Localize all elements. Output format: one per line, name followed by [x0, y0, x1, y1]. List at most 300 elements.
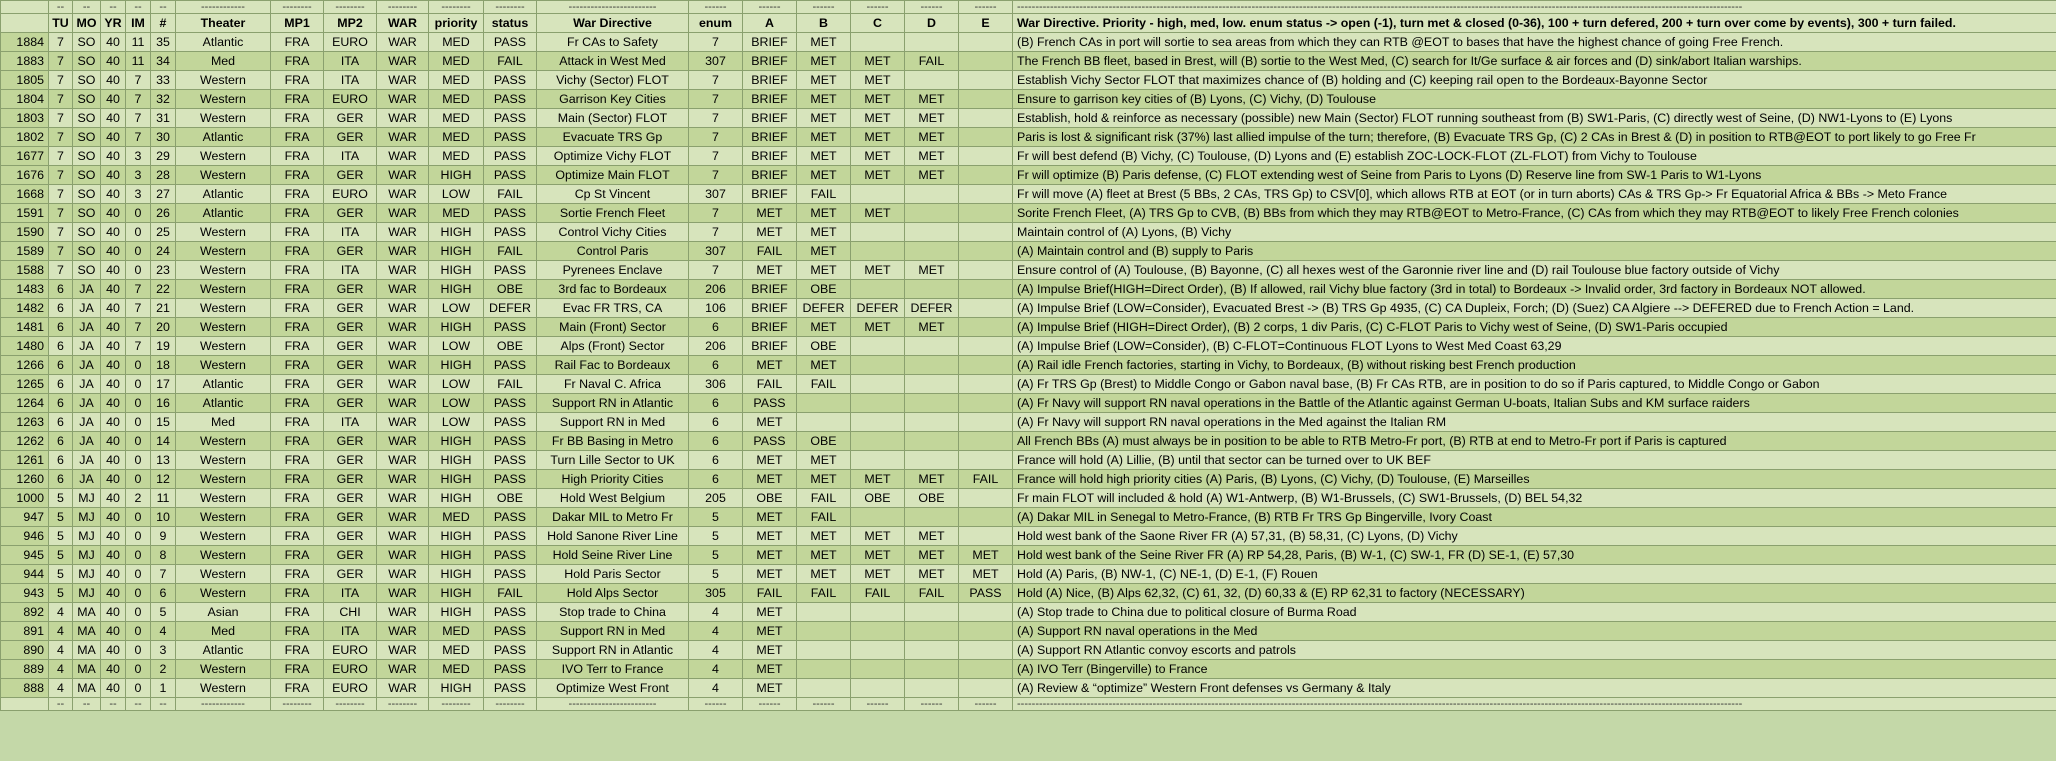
- cell[interactable]: MET: [851, 527, 905, 546]
- cell[interactable]: 40: [101, 451, 126, 470]
- cell[interactable]: 3: [126, 147, 151, 166]
- cell[interactable]: 40: [101, 527, 126, 546]
- cell[interactable]: JA: [73, 432, 101, 451]
- cell[interactable]: FRA: [271, 109, 324, 128]
- cell[interactable]: [959, 527, 1013, 546]
- cell[interactable]: [959, 147, 1013, 166]
- cell[interactable]: HIGH: [429, 318, 484, 337]
- cell[interactable]: MED: [429, 33, 484, 52]
- cell[interactable]: Fr Naval C. Africa: [537, 375, 689, 394]
- cell[interactable]: SO: [73, 128, 101, 147]
- cell[interactable]: ------: [959, 1, 1013, 14]
- cell[interactable]: IVO Terr to France: [537, 660, 689, 679]
- cell[interactable]: [905, 679, 959, 698]
- cell[interactable]: --------: [484, 698, 537, 711]
- cell[interactable]: EURO: [324, 33, 377, 52]
- cell[interactable]: SO: [73, 261, 101, 280]
- cell[interactable]: MET: [905, 546, 959, 565]
- cell[interactable]: FAIL: [851, 584, 905, 603]
- cell[interactable]: [905, 451, 959, 470]
- cell[interactable]: FRA: [271, 394, 324, 413]
- cell[interactable]: 6: [689, 413, 743, 432]
- cell[interactable]: MED: [429, 204, 484, 223]
- cell[interactable]: 0: [126, 603, 151, 622]
- cell[interactable]: Hold Seine River Line: [537, 546, 689, 565]
- cell[interactable]: MET: [905, 527, 959, 546]
- cell[interactable]: 4: [49, 679, 73, 698]
- cell[interactable]: --: [73, 698, 101, 711]
- cell[interactable]: 7: [49, 147, 73, 166]
- cell[interactable]: [959, 261, 1013, 280]
- cell[interactable]: FAIL: [484, 584, 537, 603]
- cell[interactable]: France will hold (A) Lillie, (B) until that sector can be turned over to UK BEF: [1013, 451, 2056, 470]
- cell[interactable]: MO: [73, 14, 101, 33]
- cell[interactable]: PASS: [484, 166, 537, 185]
- cell[interactable]: War Directive: [537, 14, 689, 33]
- cell[interactable]: 1803: [1, 109, 49, 128]
- cell[interactable]: 40: [101, 147, 126, 166]
- cell[interactable]: ITA: [324, 584, 377, 603]
- cell[interactable]: MET: [851, 128, 905, 147]
- cell[interactable]: 6: [689, 470, 743, 489]
- cell[interactable]: Fr main FLOT will included & hold (A) W1-Antwerp, (B) W1-Brussels, (C) SW1-Brussels, (D) BEL 54,32: [1013, 489, 2056, 508]
- cell[interactable]: 6: [689, 394, 743, 413]
- cell[interactable]: [851, 413, 905, 432]
- cell[interactable]: [959, 413, 1013, 432]
- cell[interactable]: 40: [101, 299, 126, 318]
- cell[interactable]: [905, 280, 959, 299]
- cell[interactable]: MET: [797, 527, 851, 546]
- cell[interactable]: WAR: [377, 546, 429, 565]
- cell[interactable]: WAR: [377, 679, 429, 698]
- cell[interactable]: SO: [73, 185, 101, 204]
- cell[interactable]: 1805: [1, 71, 49, 90]
- cell[interactable]: [851, 375, 905, 394]
- cell[interactable]: Med: [176, 52, 271, 71]
- cell[interactable]: FRA: [271, 451, 324, 470]
- cell[interactable]: 40: [101, 337, 126, 356]
- cell[interactable]: HIGH: [429, 565, 484, 584]
- cell[interactable]: FAIL: [797, 375, 851, 394]
- cell[interactable]: [905, 223, 959, 242]
- cell[interactable]: [959, 375, 1013, 394]
- cell[interactable]: 1802: [1, 128, 49, 147]
- cell[interactable]: MED: [429, 147, 484, 166]
- cell[interactable]: 307: [689, 242, 743, 261]
- cell[interactable]: MJ: [73, 584, 101, 603]
- cell[interactable]: 15: [151, 413, 176, 432]
- cell[interactable]: [959, 52, 1013, 71]
- cell[interactable]: JA: [73, 375, 101, 394]
- cell[interactable]: Hold West Belgium: [537, 489, 689, 508]
- cell[interactable]: Western: [176, 432, 271, 451]
- cell[interactable]: 0: [126, 641, 151, 660]
- cell[interactable]: BRIEF: [743, 109, 797, 128]
- cell[interactable]: [851, 33, 905, 52]
- cell[interactable]: 0: [126, 622, 151, 641]
- cell[interactable]: 40: [101, 413, 126, 432]
- cell[interactable]: Alps (Front) Sector: [537, 337, 689, 356]
- cell[interactable]: 2: [151, 660, 176, 679]
- cell[interactable]: 0: [126, 451, 151, 470]
- cell[interactable]: (A) Fr Navy will support RN naval operations in the Battle of the Atlantic against German U-boats, Italian Subs and KM surface raiders: [1013, 394, 2056, 413]
- cell[interactable]: PASS: [484, 394, 537, 413]
- cell[interactable]: MET: [797, 204, 851, 223]
- cell[interactable]: (A) Fr TRS Gp (Brest) to Middle Congo or Gabon naval base, (B) Fr CAs RTB, are in position to do so if Paris captured, to Middle Congo or Gabon: [1013, 375, 2056, 394]
- cell[interactable]: WAR: [377, 166, 429, 185]
- cell[interactable]: 32: [151, 90, 176, 109]
- cell[interactable]: 40: [101, 318, 126, 337]
- cell[interactable]: Support RN in Atlantic: [537, 394, 689, 413]
- cell[interactable]: 6: [49, 432, 73, 451]
- cell[interactable]: BRIEF: [743, 33, 797, 52]
- cell[interactable]: LOW: [429, 375, 484, 394]
- cell[interactable]: 943: [1, 584, 49, 603]
- cell[interactable]: PASS: [484, 603, 537, 622]
- cell[interactable]: 1265: [1, 375, 49, 394]
- cell[interactable]: GER: [324, 432, 377, 451]
- cell[interactable]: [959, 318, 1013, 337]
- cell[interactable]: MET: [851, 109, 905, 128]
- cell[interactable]: GER: [324, 489, 377, 508]
- cell[interactable]: HIGH: [429, 470, 484, 489]
- cell[interactable]: MET: [851, 52, 905, 71]
- cell[interactable]: GER: [324, 280, 377, 299]
- cell[interactable]: GER: [324, 109, 377, 128]
- cell[interactable]: HIGH: [429, 166, 484, 185]
- cell[interactable]: 0: [126, 660, 151, 679]
- cell[interactable]: MET: [743, 413, 797, 432]
- cell[interactable]: 7: [126, 71, 151, 90]
- cell[interactable]: Western: [176, 318, 271, 337]
- cell[interactable]: 891: [1, 622, 49, 641]
- cell[interactable]: MET: [851, 565, 905, 584]
- cell[interactable]: PASS: [743, 432, 797, 451]
- cell[interactable]: MET: [905, 318, 959, 337]
- cell[interactable]: WAR: [377, 432, 429, 451]
- cell[interactable]: High Priority Cities: [537, 470, 689, 489]
- cell[interactable]: DEFER: [851, 299, 905, 318]
- cell[interactable]: Western: [176, 337, 271, 356]
- cell[interactable]: MET: [743, 679, 797, 698]
- cell[interactable]: SO: [73, 52, 101, 71]
- cell[interactable]: [851, 622, 905, 641]
- cell[interactable]: --------: [429, 1, 484, 14]
- cell[interactable]: 1668: [1, 185, 49, 204]
- cell[interactable]: 7: [126, 318, 151, 337]
- cell[interactable]: [851, 242, 905, 261]
- cell[interactable]: [959, 166, 1013, 185]
- cell[interactable]: HIGH: [429, 223, 484, 242]
- cell[interactable]: JA: [73, 394, 101, 413]
- cell[interactable]: GER: [324, 299, 377, 318]
- cell[interactable]: 205: [689, 489, 743, 508]
- cell[interactable]: Atlantic: [176, 394, 271, 413]
- cell[interactable]: GER: [324, 375, 377, 394]
- cell[interactable]: 40: [101, 546, 126, 565]
- cell[interactable]: 7: [689, 261, 743, 280]
- cell[interactable]: 6: [49, 394, 73, 413]
- cell[interactable]: [905, 71, 959, 90]
- cell[interactable]: 1262: [1, 432, 49, 451]
- cell[interactable]: [959, 679, 1013, 698]
- cell[interactable]: FRA: [271, 432, 324, 451]
- cell[interactable]: FAIL: [797, 508, 851, 527]
- cell[interactable]: Sortie French Fleet: [537, 204, 689, 223]
- cell[interactable]: 40: [101, 679, 126, 698]
- cell[interactable]: GER: [324, 451, 377, 470]
- cell[interactable]: --------: [324, 698, 377, 711]
- cell[interactable]: Vichy (Sector) FLOT: [537, 71, 689, 90]
- cell[interactable]: MET: [905, 565, 959, 584]
- cell[interactable]: ------------------------: [537, 1, 689, 14]
- cell[interactable]: 0: [126, 375, 151, 394]
- cell[interactable]: PASS: [484, 71, 537, 90]
- cell[interactable]: [905, 603, 959, 622]
- cell[interactable]: 21: [151, 299, 176, 318]
- cell[interactable]: BRIEF: [743, 318, 797, 337]
- cell[interactable]: Main (Sector) FLOT: [537, 109, 689, 128]
- cell[interactable]: [851, 280, 905, 299]
- cell[interactable]: WAR: [377, 90, 429, 109]
- cell[interactable]: MED: [429, 109, 484, 128]
- cell[interactable]: enum: [689, 14, 743, 33]
- cell[interactable]: 4: [49, 603, 73, 622]
- cell[interactable]: 0: [126, 679, 151, 698]
- cell[interactable]: FRA: [271, 71, 324, 90]
- cell[interactable]: [905, 204, 959, 223]
- cell[interactable]: 14: [151, 432, 176, 451]
- cell[interactable]: 0: [126, 527, 151, 546]
- cell[interactable]: 7: [689, 90, 743, 109]
- cell[interactable]: [797, 394, 851, 413]
- cell[interactable]: WAR: [377, 33, 429, 52]
- cell[interactable]: MET: [797, 470, 851, 489]
- cell[interactable]: Fr will best defend (B) Vichy, (C) Toulouse, (D) Lyons and (E) establish ZOC-LOCK-FLOT (ZL-FLOT) from Vichy to Toulouse: [1013, 147, 2056, 166]
- cell[interactable]: [959, 660, 1013, 679]
- cell[interactable]: GER: [324, 508, 377, 527]
- cell[interactable]: WAR: [377, 204, 429, 223]
- cell[interactable]: 946: [1, 527, 49, 546]
- cell[interactable]: MET: [743, 470, 797, 489]
- cell[interactable]: Atlantic: [176, 641, 271, 660]
- cell[interactable]: [851, 679, 905, 698]
- cell[interactable]: BRIEF: [743, 128, 797, 147]
- cell[interactable]: JA: [73, 337, 101, 356]
- cell[interactable]: FRA: [271, 413, 324, 432]
- cell[interactable]: OBE: [743, 489, 797, 508]
- cell[interactable]: Western: [176, 90, 271, 109]
- cell[interactable]: 1480: [1, 337, 49, 356]
- cell[interactable]: PASS: [484, 451, 537, 470]
- cell[interactable]: (A) Dakar MIL in Senegal to Metro-France, (B) RTB Fr TRS Gp Bingerville, Ivory Coast: [1013, 508, 2056, 527]
- cell[interactable]: Hold west bank of the Seine River FR (A) RP 54,28, Paris, (B) W-1, (C) SW-1, FR (D) SE-1, (E) 57,30: [1013, 546, 2056, 565]
- cell[interactable]: MED: [429, 622, 484, 641]
- cell[interactable]: MET: [797, 223, 851, 242]
- cell[interactable]: [959, 622, 1013, 641]
- cell[interactable]: FAIL: [484, 52, 537, 71]
- cell[interactable]: GER: [324, 470, 377, 489]
- cell[interactable]: MED: [429, 71, 484, 90]
- cell[interactable]: FRA: [271, 90, 324, 109]
- cell[interactable]: Western: [176, 223, 271, 242]
- cell[interactable]: MET: [743, 641, 797, 660]
- cell[interactable]: D: [905, 14, 959, 33]
- cell[interactable]: 40: [101, 584, 126, 603]
- cell[interactable]: PASS: [484, 356, 537, 375]
- cell[interactable]: status: [484, 14, 537, 33]
- cell[interactable]: FRA: [271, 527, 324, 546]
- cell[interactable]: 4: [689, 641, 743, 660]
- cell[interactable]: MET: [743, 204, 797, 223]
- cell[interactable]: MED: [429, 52, 484, 71]
- cell[interactable]: 40: [101, 375, 126, 394]
- cell[interactable]: MA: [73, 679, 101, 698]
- cell[interactable]: GER: [324, 546, 377, 565]
- cell[interactable]: ------: [797, 1, 851, 14]
- cell[interactable]: ------------: [176, 1, 271, 14]
- cell[interactable]: 6: [49, 337, 73, 356]
- cell[interactable]: 1884: [1, 33, 49, 52]
- cell[interactable]: 0: [126, 546, 151, 565]
- cell[interactable]: --------: [429, 698, 484, 711]
- cell[interactable]: 6: [49, 356, 73, 375]
- cell[interactable]: 7: [689, 147, 743, 166]
- cell[interactable]: 40: [101, 432, 126, 451]
- cell[interactable]: MED: [429, 660, 484, 679]
- cell[interactable]: MJ: [73, 546, 101, 565]
- cell[interactable]: ------: [689, 698, 743, 711]
- cell[interactable]: GER: [324, 356, 377, 375]
- cell[interactable]: MET: [743, 223, 797, 242]
- cell[interactable]: Atlantic: [176, 33, 271, 52]
- cell[interactable]: 40: [101, 565, 126, 584]
- cell[interactable]: E: [959, 14, 1013, 33]
- cell[interactable]: 5: [49, 584, 73, 603]
- cell[interactable]: WAR: [377, 508, 429, 527]
- cell[interactable]: 6: [151, 584, 176, 603]
- cell[interactable]: WAR: [377, 299, 429, 318]
- cell[interactable]: MET: [797, 546, 851, 565]
- cell[interactable]: MET: [851, 166, 905, 185]
- cell[interactable]: 35: [151, 33, 176, 52]
- cell[interactable]: [1, 1, 49, 14]
- cell[interactable]: FAIL: [743, 242, 797, 261]
- cell[interactable]: MET: [797, 90, 851, 109]
- cell[interactable]: BRIEF: [743, 90, 797, 109]
- cell[interactable]: MET: [905, 261, 959, 280]
- cell[interactable]: FRA: [271, 641, 324, 660]
- cell[interactable]: [797, 413, 851, 432]
- cell[interactable]: PASS: [484, 660, 537, 679]
- cell[interactable]: 7: [689, 71, 743, 90]
- cell[interactable]: Stop trade to China: [537, 603, 689, 622]
- cell[interactable]: --: [49, 698, 73, 711]
- cell[interactable]: WAR: [377, 71, 429, 90]
- cell[interactable]: 0: [126, 470, 151, 489]
- cell[interactable]: FRA: [271, 223, 324, 242]
- cell[interactable]: MET: [851, 470, 905, 489]
- cell[interactable]: Dakar MIL to Metro Fr: [537, 508, 689, 527]
- cell[interactable]: 3: [126, 166, 151, 185]
- cell[interactable]: MA: [73, 622, 101, 641]
- cell[interactable]: MET: [743, 546, 797, 565]
- cell[interactable]: priority: [429, 14, 484, 33]
- cell[interactable]: --------: [271, 698, 324, 711]
- cell[interactable]: Establish Vichy Sector FLOT that maximizes chance of (B) holding and (C) keeping rail open to the Bordeaux-Bayonne Sector: [1013, 71, 2056, 90]
- cell[interactable]: WAR: [377, 470, 429, 489]
- cell[interactable]: 5: [689, 527, 743, 546]
- cell[interactable]: [851, 660, 905, 679]
- cell[interactable]: --: [151, 1, 176, 14]
- cell[interactable]: All French BBs (A) must always be in position to be able to RTB Metro-Fr port, (B) RTB at end to Metro-Fr port if Paris is captured: [1013, 432, 2056, 451]
- cell[interactable]: 7: [151, 565, 176, 584]
- cell[interactable]: Western: [176, 280, 271, 299]
- cell[interactable]: EURO: [324, 90, 377, 109]
- cell[interactable]: Paris is lost & significant risk (37%) last allied impulse of the turn; therefore, (B) Evacuate TRS Gp, (C) 2 CAs in Brest & (D) in position to RTB@EOT to port likely to go Free Fr: [1013, 128, 2056, 147]
- cell[interactable]: BRIEF: [743, 337, 797, 356]
- cell[interactable]: 3: [151, 641, 176, 660]
- cell[interactable]: WAR: [377, 223, 429, 242]
- cell[interactable]: GER: [324, 527, 377, 546]
- cell[interactable]: Sorite French Fleet, (A) TRS Gp to CVB, (B) BBs from which they may RTB@EOT to Metro-France, (C) CAs from which they may RTB@EOT to likely Free French colonies: [1013, 204, 2056, 223]
- cell[interactable]: 1481: [1, 318, 49, 337]
- cell[interactable]: 1264: [1, 394, 49, 413]
- cell[interactable]: --: [126, 698, 151, 711]
- cell[interactable]: Western: [176, 546, 271, 565]
- cell[interactable]: FRA: [271, 261, 324, 280]
- cell[interactable]: FRA: [271, 128, 324, 147]
- cell[interactable]: WAR: [377, 261, 429, 280]
- cell[interactable]: [959, 299, 1013, 318]
- cell[interactable]: Optimize West Front: [537, 679, 689, 698]
- cell[interactable]: [905, 394, 959, 413]
- cell[interactable]: 1588: [1, 261, 49, 280]
- cell[interactable]: MET: [905, 470, 959, 489]
- cell[interactable]: 7: [689, 204, 743, 223]
- cell[interactable]: TU: [49, 14, 73, 33]
- cell[interactable]: MED: [429, 641, 484, 660]
- cell[interactable]: Western: [176, 166, 271, 185]
- cell[interactable]: FRA: [271, 660, 324, 679]
- cell[interactable]: ITA: [324, 71, 377, 90]
- cell[interactable]: --: [101, 698, 126, 711]
- cell[interactable]: 5: [49, 546, 73, 565]
- cell[interactable]: 7: [49, 223, 73, 242]
- cell[interactable]: JA: [73, 470, 101, 489]
- cell[interactable]: 6: [49, 299, 73, 318]
- cell[interactable]: MA: [73, 641, 101, 660]
- cell[interactable]: MET: [851, 204, 905, 223]
- cell[interactable]: LOW: [429, 394, 484, 413]
- cell[interactable]: PASS: [484, 622, 537, 641]
- cell[interactable]: WAR: [377, 52, 429, 71]
- cell[interactable]: [905, 508, 959, 527]
- cell[interactable]: Western: [176, 584, 271, 603]
- cell[interactable]: Fr will optimize (B) Paris defense, (C) FLOT extending west of Seine from Paris to Lyons (D) Reserve line from SW-1 Paris to W1-Lyons: [1013, 166, 2056, 185]
- cell[interactable]: 206: [689, 337, 743, 356]
- cell[interactable]: 40: [101, 90, 126, 109]
- cell[interactable]: [959, 33, 1013, 52]
- cell[interactable]: 18: [151, 356, 176, 375]
- cell[interactable]: MED: [429, 128, 484, 147]
- cell[interactable]: PASS: [484, 565, 537, 584]
- cell[interactable]: WAR: [377, 527, 429, 546]
- cell[interactable]: Western: [176, 299, 271, 318]
- cell[interactable]: PASS: [484, 128, 537, 147]
- cell[interactable]: BRIEF: [743, 280, 797, 299]
- cell[interactable]: 1: [151, 679, 176, 698]
